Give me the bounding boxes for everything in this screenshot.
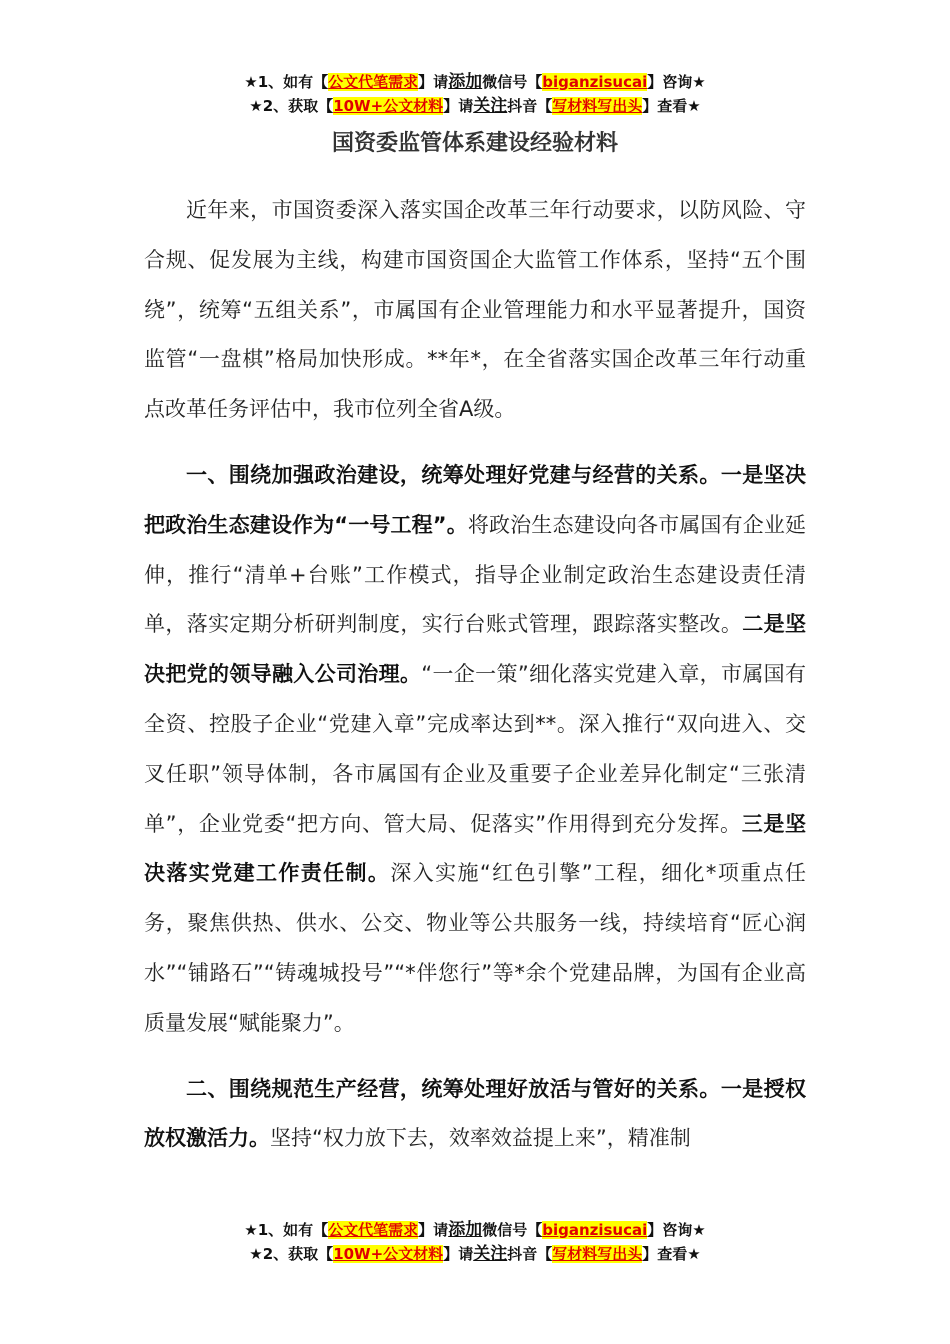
highlight-wechat-id: biganzisucai [542, 1221, 648, 1239]
paragraph-section-2 [144, 1065, 806, 1165]
notice-text: ★1、如有【 [244, 1221, 329, 1239]
highlight-service: 公文代笔需求 [328, 1221, 419, 1239]
section-2-text: 坚持“权力放下去，效率效益提上来”，精准制 [270, 1126, 691, 1151]
highlight-douyin: 写材料写出头 [552, 1245, 643, 1263]
notice-text: 】请 [418, 73, 449, 91]
highlight-service: 公文代笔需求 [328, 73, 419, 91]
paragraph-section-1 [144, 451, 806, 1049]
section-1-text-3: 深入实施“红色引擎”工程，细化*项重点任务，聚焦供热、供水、公交、物业等公共服务一线，持续培育“匠心润水”“铺路石”“铸魂城投号”“*伴您行”等*余个党建品牌，为国有企业高质量发展“赋能聚力”。 [144, 861, 807, 1035]
highlight-materials: 10W+公文材料 [333, 1245, 444, 1263]
notice-follow-text: 关注 [473, 96, 508, 116]
notice-follow-text: 关注 [473, 1244, 508, 1264]
notice-line-2 [0, 1242, 950, 1266]
notice-line-1 [0, 70, 950, 94]
highlight-wechat-id: biganzisucai [542, 73, 648, 91]
highlight-materials: 10W+公文材料 [333, 97, 444, 115]
notice-text: 】查看★ [642, 97, 701, 115]
document-title: 国资委监管体系建设经验材料 [331, 131, 618, 156]
section-1-point-3: 三是坚决落实党建工作责任制。 [144, 811, 807, 886]
highlight-douyin: 写材料写出头 [552, 97, 643, 115]
notice-text: ★2、获取【 [249, 97, 334, 115]
notice-text: ★2、获取【 [249, 1245, 334, 1263]
header-notice [0, 70, 950, 118]
section-2-heading: 二、围绕规范生产经营，统筹处理好放活与管好的关系。一是授权放权激活力。 [144, 1076, 806, 1151]
section-1-heading: 一、围绕加强政治建设，统筹处理好党建与经营的关系。一是坚决把政治生态建设作为“一号工程”。 [144, 462, 806, 537]
notice-line-2 [0, 94, 950, 118]
notice-text: 微信号【 [482, 1221, 543, 1239]
notice-text: 】请 [443, 1245, 474, 1263]
notice-text: 抖音【 [507, 1245, 553, 1263]
notice-text: 微信号【 [482, 73, 543, 91]
section-1-point-2: 二是坚决把党的领导融入公司治理。 [144, 612, 806, 687]
document-body [144, 186, 806, 1180]
section-1-text-2: “一企一策”细化落实党建入章，市属国有全资、控股子企业“党建入章”完成率达到**。深入推行“双向进入、交叉任职”领导体制，各市属国有企业及重要子企业差异化制定“三张清单”，企业党委“把方向、管大局、促落实”作用得到充分发挥。 [144, 662, 806, 836]
notice-text: 】请 [418, 1221, 449, 1239]
notice-add-text: 添加 [448, 72, 483, 92]
notice-add-text: 添加 [448, 1220, 483, 1240]
notice-text: 抖音【 [507, 97, 553, 115]
footer-notice [0, 1218, 950, 1266]
notice-text: ★1、如有【 [244, 73, 329, 91]
section-1-text: 将政治生态建设向各市属国有企业延伸，推行“清单+台账”工作模式，指导企业制定政治生态建设责任清单，落实定期分析研判制度，实行台账式管理，跟踪落实整改。 [144, 512, 806, 637]
paragraph-intro: 近年来，市国资委深入落实国企改革三年行动要求，以防风险、守合规、促发展为主线，构建市国资国企大监管工作体系，坚持“五个围绕”，统筹“五组关系”，市属国有企业管理能力和水平显著提升，国资监管“一盘棋”格局加快形成。**年*，在全省落实国企改革三年行动重点改革任务评估中，我市位列全省A级。 [144, 198, 806, 422]
notice-text: 】请 [443, 97, 474, 115]
notice-text: 】咨询★ [647, 1221, 706, 1239]
notice-text: 】咨询★ [647, 73, 706, 91]
notice-text: 】查看★ [642, 1245, 701, 1263]
notice-line-1 [0, 1218, 950, 1242]
